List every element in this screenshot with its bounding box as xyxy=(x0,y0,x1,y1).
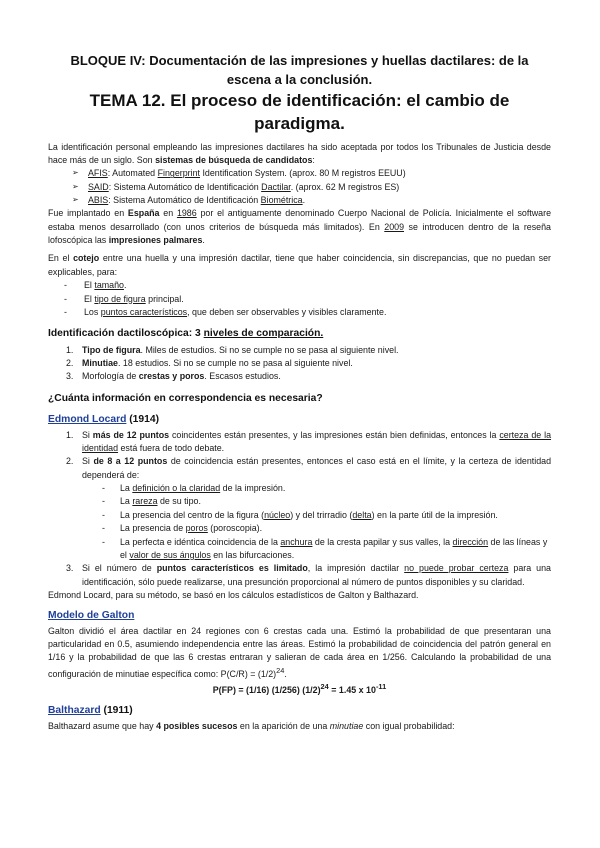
system-text-end: . xyxy=(302,195,306,205)
bold-text: puntos característicos es limitado xyxy=(156,563,308,574)
underlined-text: definición o la claridad xyxy=(132,483,221,494)
text: El xyxy=(84,280,95,291)
text: con igual probabilidad: xyxy=(363,720,455,731)
text: por el antiguamente denominado Cuerpo Nacional de Policía. Inicialmente el software estaba menos desarrollado (con unos criterios de búsqueda más limitados). En xyxy=(48,208,552,232)
text: está fuera de todo debate. xyxy=(118,442,225,453)
system-item-said xyxy=(72,181,551,194)
underlined-text: valor de sus ángulos xyxy=(129,549,211,560)
intro-paragraph xyxy=(48,141,551,168)
galton-paragraph xyxy=(48,625,551,681)
text: ) en la parte útil de la impresión. xyxy=(371,509,498,520)
text: de coincidencia están presentes, entonces el caso está en el límite, y la certeza de identidad dependerá de: xyxy=(82,456,552,480)
cotejo-list xyxy=(48,279,551,319)
dash-bullet: - xyxy=(64,280,67,291)
heading-text: Identificación dactiloscópica: 3 xyxy=(48,328,204,340)
bold-text: más de 12 puntos xyxy=(92,429,170,440)
text: Si el número de xyxy=(82,563,157,574)
text: En el xyxy=(48,253,74,264)
underlined-text: dirección xyxy=(452,536,489,547)
system-acronym: SAID xyxy=(88,181,109,192)
dash-bullet: - xyxy=(102,523,105,534)
dash-bullet: - xyxy=(102,483,105,494)
balthazard-link[interactable]: Balthazard xyxy=(48,705,101,717)
implantation-paragraph xyxy=(48,207,551,247)
list-item xyxy=(66,429,551,456)
text: Si xyxy=(82,429,93,440)
system-underlined: Dactilar xyxy=(261,181,291,192)
text: La xyxy=(120,483,133,494)
niveles-list xyxy=(48,344,551,384)
text: El xyxy=(84,293,95,304)
intro-text: La identificación personal empleando las impresiones dactilares ha sido aceptada por todos los Tribunales de Justicia desde hace más de un siglo. Son xyxy=(48,141,551,165)
locard-sublist xyxy=(82,482,551,562)
system-underlined: Fingerprint xyxy=(157,168,200,179)
tema-heading: TEMA 12. El proceso de identificación: el cambio de paradigma. xyxy=(89,90,510,133)
systems-list xyxy=(48,167,551,207)
galton-heading xyxy=(48,608,551,623)
text: , que deben ser observables y visibles claramente. xyxy=(187,306,387,317)
underlined-text: certeza de la identidad xyxy=(82,429,552,453)
item-text xyxy=(82,562,551,589)
text: entre una huella y una impresión dactilar, tiene que haber coincidencia, sin discrepancias, que no puedan ser explicables, para: xyxy=(48,253,551,277)
bold-text: crestas y poros xyxy=(138,371,205,382)
list-item xyxy=(64,306,551,319)
underlined-text: no puede probar certeza xyxy=(404,563,509,574)
item-number: 1. xyxy=(66,344,74,355)
system-item-afis xyxy=(72,167,551,180)
item-number: 3. xyxy=(66,563,74,574)
text: en xyxy=(159,208,177,219)
galton-link[interactable]: Modelo de Galton xyxy=(48,610,135,622)
text: Balthazard asume que hay xyxy=(48,720,157,731)
text: coincidentes están presentes, y las impresiones están bien definidas, entonces la xyxy=(169,429,500,440)
system-item-abis xyxy=(72,194,551,207)
heading-underlined: niveles de comparación. xyxy=(203,328,324,340)
item-number: 2. xyxy=(66,358,74,369)
text: Si xyxy=(82,456,94,467)
bloque-line-2: escena a la conclusión. xyxy=(226,71,373,87)
galton-formula xyxy=(48,681,551,697)
list-item xyxy=(64,293,551,306)
system-text-end: Identification System. (aprox. 80 M registros EEUU) xyxy=(200,168,406,179)
text: para una identificación, sólo puede realizarse, una presunción proporcional al número de puntos disponibles y su claridad. xyxy=(82,563,551,587)
text: Los xyxy=(84,306,101,317)
dash-bullet: - xyxy=(102,496,105,507)
list-item xyxy=(66,455,551,562)
formula-text: = 1.45 x 10 xyxy=(328,685,376,696)
exponent: 24 xyxy=(320,682,329,692)
system-underlined: Biométrica xyxy=(260,195,303,205)
text: La xyxy=(120,496,133,507)
text: Fue implantado en xyxy=(48,208,128,219)
niveles-heading xyxy=(48,326,551,341)
system-text: : Sistema Automático de Identificación xyxy=(108,195,261,205)
underlined-text: puntos característicos xyxy=(100,306,188,317)
system-acronym: ABIS xyxy=(88,195,109,205)
item-text xyxy=(82,455,551,482)
text: Morfología de xyxy=(82,371,139,382)
cotejo-paragraph xyxy=(48,252,551,279)
list-item xyxy=(66,562,551,589)
text: La presencia del centro de la figura ( xyxy=(120,509,265,520)
bold-text: 4 posibles sucesos xyxy=(156,720,238,731)
text: en las bifurcaciones. xyxy=(210,549,295,560)
text: Galton dividió el área dactilar en 24 regiones con 6 crestas cada una. Estimó la probabilidad de que presentaran una particularidad en 0.5, asumiendo independencia entre las áreas. Estimó la probabilidad de coincidencia del patrón general en 1/16 y la probabilidad de que las 6 crestas entraran y salieran de cada área en 1/256. Calculando la probabilidad de una configuración de minutiae específica como: P(C/R) = (1/2) xyxy=(48,625,551,679)
text: de la impresión. xyxy=(220,483,286,494)
text: en la aparición de una xyxy=(237,720,330,731)
italic-text: minutiae xyxy=(329,720,364,731)
dash-bullet: - xyxy=(64,306,67,317)
system-text-end: . (aprox. 62 M registros ES) xyxy=(290,181,400,192)
text: de las líneas y el xyxy=(120,536,548,560)
underlined-year: 1986 xyxy=(176,208,197,219)
item-number: 3. xyxy=(66,371,74,382)
balthazard-heading xyxy=(48,703,551,718)
cuanta-heading: ¿Cuánta información en correspondencia es necesaria? xyxy=(48,392,323,404)
bloque-heading xyxy=(48,52,551,90)
underlined-text: tamaño xyxy=(94,280,124,291)
locard-link[interactable]: Edmond Locard xyxy=(48,414,127,426)
text: . Escasos estudios. xyxy=(204,371,281,382)
locard-year: (1914) xyxy=(126,414,160,426)
bold-text: cotejo xyxy=(73,253,100,264)
list-item xyxy=(66,357,551,370)
formula-text: P(FP) = (1/16) (1/256) (1/2) xyxy=(212,685,321,696)
sub-item xyxy=(102,495,551,508)
system-text: : Sistema Automático de Identificación xyxy=(108,181,262,192)
exponent: -11 xyxy=(375,682,387,692)
list-item xyxy=(64,279,551,292)
text: (poroscopia). xyxy=(207,523,263,534)
locard-heading xyxy=(48,412,551,427)
dash-bullet: - xyxy=(102,536,105,547)
intro-colon: : xyxy=(312,154,315,165)
sub-item xyxy=(102,509,551,522)
underlined-text: poros xyxy=(185,523,208,534)
underlined-text: rareza xyxy=(132,496,158,507)
text: se introducen dentro de la reseña lofoscópica las xyxy=(48,221,551,246)
text: La presencia de xyxy=(120,523,186,534)
underlined-year: 2009 xyxy=(384,221,405,232)
underlined-text: anchura xyxy=(280,536,313,547)
item-number: 1. xyxy=(66,429,74,440)
exponent: 24 xyxy=(276,665,285,675)
sub-item xyxy=(102,482,551,495)
item-number: 2. xyxy=(66,456,74,467)
text: de la cresta papilar y sus valles, la xyxy=(312,536,453,547)
arrow-bullet-icon: ➢ xyxy=(72,168,79,178)
intro-bold: sistemas de búsqueda de candidatos xyxy=(155,154,313,165)
locard-closing: Edmond Locard, para su método, se basó en los cálculos estadísticos de Galton y Balthazard. xyxy=(48,589,419,600)
text: , la impresión dactilar xyxy=(307,563,405,574)
list-item xyxy=(66,344,551,357)
bold-text: Minutiae xyxy=(82,358,118,369)
sub-item xyxy=(102,536,551,563)
underlined-text: delta xyxy=(352,509,372,520)
arrow-bullet-icon: ➢ xyxy=(72,195,79,204)
list-item xyxy=(66,370,551,383)
dash-bullet: - xyxy=(64,293,67,304)
text: de su tipo. xyxy=(157,496,201,507)
bold-text: España xyxy=(127,208,160,219)
text: ) y del trirradio ( xyxy=(290,509,353,520)
dash-bullet: - xyxy=(102,509,105,520)
text: . xyxy=(202,235,205,246)
bold-text: Tipo de figura xyxy=(82,344,141,355)
bold-text: impresiones palmares xyxy=(108,235,203,246)
sub-item xyxy=(102,522,551,535)
item-text xyxy=(82,429,551,456)
system-acronym: AFIS xyxy=(88,168,108,179)
text: La perfecta e idéntica coincidencia de la xyxy=(120,536,281,547)
text: . xyxy=(284,668,287,679)
arrow-bullet-icon: ➢ xyxy=(72,181,79,191)
text: . xyxy=(123,280,127,291)
system-text: : Automated xyxy=(107,168,158,179)
bold-text: de 8 a 12 puntos xyxy=(93,456,168,467)
underlined-text: núcleo xyxy=(264,509,291,520)
locard-list xyxy=(48,429,551,589)
underlined-text: tipo de figura xyxy=(94,293,146,304)
balthazard-year: (1911) xyxy=(100,705,133,717)
text: . Miles de estudios. Si no se cumple no se pasa al siguiente nivel. xyxy=(140,344,399,355)
text: principal. xyxy=(145,293,184,304)
text: . 18 estudios. Si no se cumple no se pasa al siguiente nivel. xyxy=(118,358,353,369)
balthazard-paragraph xyxy=(48,720,551,733)
bloque-line-1: BLOQUE IV: Documentación de las impresiones y huellas dactilares: de la xyxy=(70,53,529,68)
